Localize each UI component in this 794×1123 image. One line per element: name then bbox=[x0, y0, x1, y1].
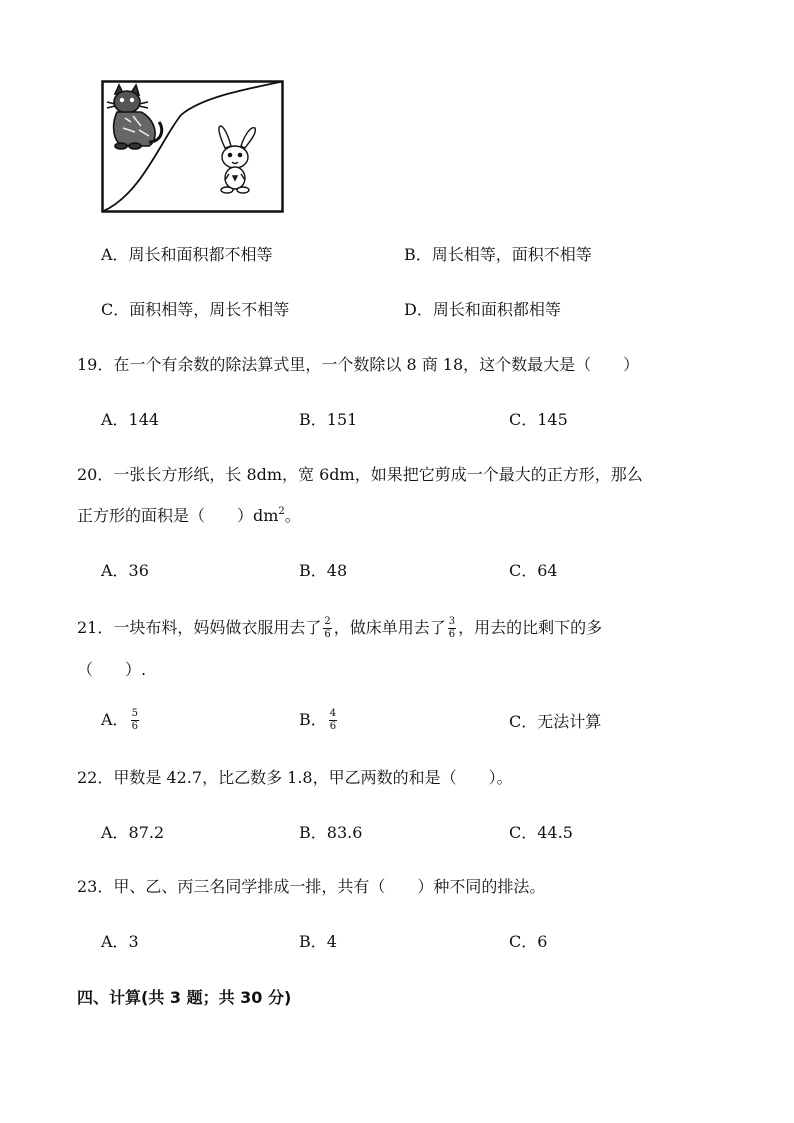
q21-line1 bbox=[77, 617, 602, 639]
q21-line2: （ ）. bbox=[77, 660, 147, 679]
q19-text: 19．在一个有余数的除法算式里，一个数除以 8 商 18，这个数最大是（ ） bbox=[77, 355, 640, 374]
q18-option-a[interactable]: A．周长和面积都不相等 bbox=[101, 245, 273, 264]
q21-option-b-denominator: 6 bbox=[329, 720, 337, 732]
q21-option-a-denominator: 6 bbox=[131, 720, 138, 732]
q21-fraction-2-denominator: 6 bbox=[448, 628, 456, 640]
q21-option-a[interactable] bbox=[101, 707, 141, 733]
q20-option-a[interactable]: A．36 bbox=[101, 561, 149, 580]
q20-option-c[interactable]: C．64 bbox=[509, 561, 558, 580]
q18-option-c[interactable]: C．面积相等，周长不相等 bbox=[101, 300, 290, 319]
q22-option-b[interactable]: B．83.6 bbox=[299, 823, 363, 842]
q20-option-b[interactable]: B．48 bbox=[299, 561, 348, 580]
q21-fraction-1 bbox=[323, 617, 331, 640]
q20-unit-exponent: 2 bbox=[278, 505, 285, 517]
q22-text: 22．甲数是 42.7，比乙数多 1.8，甲乙两数的和是（ ）。 bbox=[77, 768, 513, 787]
q21-option-b-label: B． bbox=[299, 710, 327, 729]
q18-option-d[interactable]: D．周长和面积都相等 bbox=[404, 300, 561, 319]
q18-option-b[interactable]: B．周长相等，面积不相等 bbox=[404, 245, 592, 264]
q21-fraction-1-denominator: 6 bbox=[324, 628, 331, 640]
q21-part1: 21．一块布料，妈妈做衣服用去了 bbox=[77, 618, 322, 637]
cat-rabbit-figure bbox=[101, 80, 284, 213]
q21-option-b[interactable] bbox=[299, 707, 339, 733]
q21-fraction-2-numerator: 3 bbox=[448, 615, 456, 627]
q23-text: 23．甲、乙、丙三名同学排成一排，共有（ ）种不同的排法。 bbox=[77, 877, 546, 896]
q21-option-a-fraction bbox=[131, 709, 139, 732]
q20-line1: 20．一张长方形纸，长 8dm，宽 6dm，如果把它剪成一个最大的正方形，那么 bbox=[77, 465, 643, 484]
q22-option-c[interactable]: C．44.5 bbox=[509, 823, 573, 842]
q21-option-a-numerator: 5 bbox=[131, 707, 138, 719]
q20-line2 bbox=[77, 505, 301, 525]
q21-option-a-label: A． bbox=[101, 710, 129, 729]
q20-line2-suffix: 。 bbox=[284, 506, 301, 525]
section-4-heading: 四、计算(共 3 题；共 30 分) bbox=[77, 988, 292, 1007]
q21-fraction-2 bbox=[448, 617, 456, 640]
q23-option-b[interactable]: B．4 bbox=[299, 932, 337, 951]
q20-line2-prefix: 正方形的面积是（ ）dm bbox=[77, 506, 279, 525]
q19-option-b[interactable]: B．151 bbox=[299, 410, 358, 429]
q23-option-c[interactable]: C．6 bbox=[509, 932, 548, 951]
q21-fraction-1-numerator: 2 bbox=[324, 615, 331, 627]
q21-option-b-fraction bbox=[329, 709, 337, 732]
q23-option-a[interactable]: A．3 bbox=[101, 932, 139, 951]
q22-option-a[interactable]: A．87.2 bbox=[101, 823, 165, 842]
q19-option-a[interactable]: A．144 bbox=[101, 410, 160, 429]
q21-part2: ，做床单用去了 bbox=[333, 618, 446, 637]
q21-part3: ，用去的比剩下的多 bbox=[458, 618, 603, 637]
q21-option-b-numerator: 4 bbox=[329, 707, 337, 719]
q21-option-c[interactable]: C．无法计算 bbox=[509, 712, 602, 731]
q19-option-c[interactable]: C．145 bbox=[509, 410, 568, 429]
